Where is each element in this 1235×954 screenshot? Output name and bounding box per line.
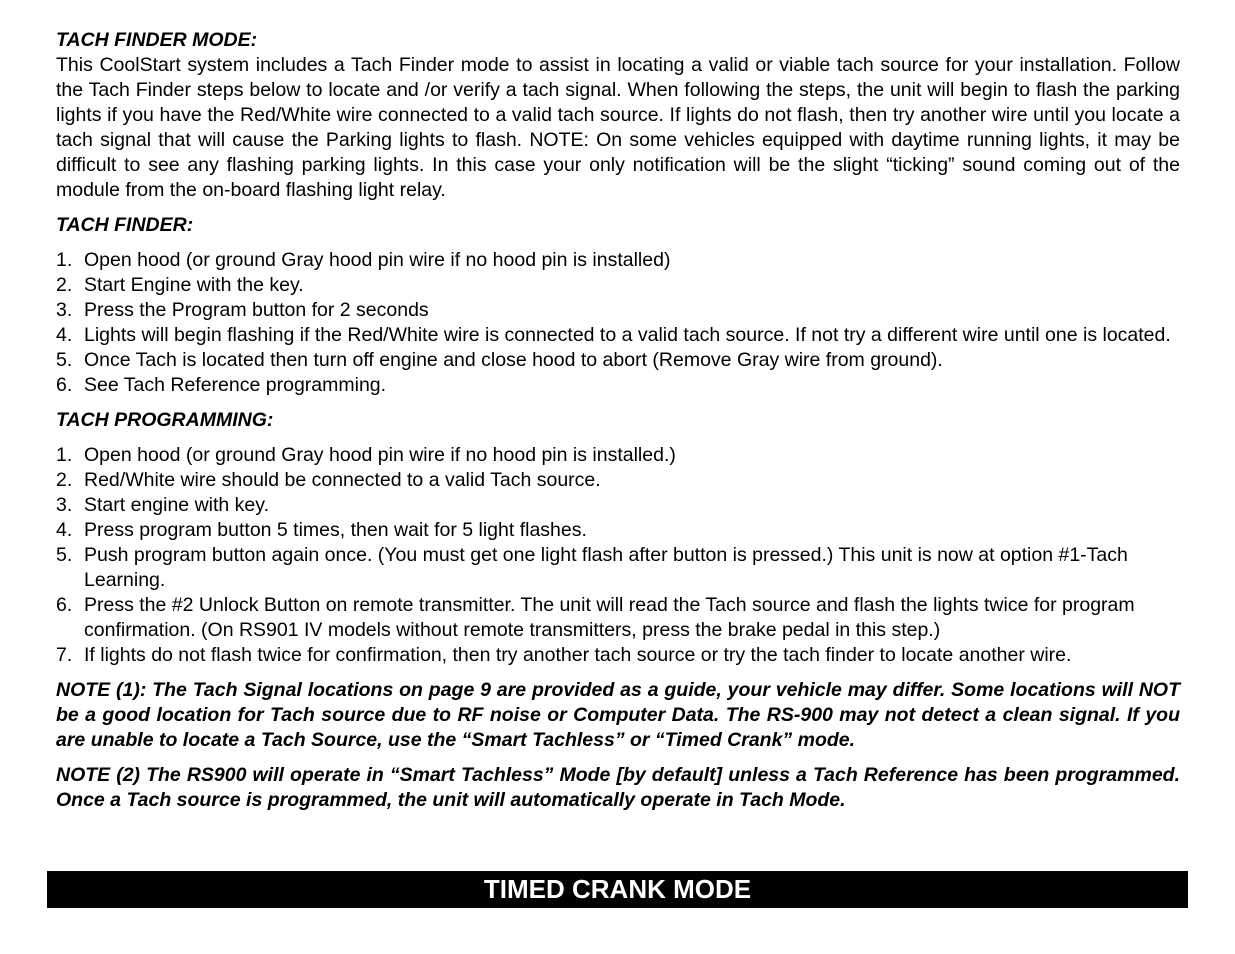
tach-finder-steps <box>56 248 1180 398</box>
note-2: NOTE (2) The RS900 will operate in “Smart Tachless” Mode [by default] unless a Tach Reference has been programmed. Once a Tach source is programmed, the unit will automatically operate in Tach Mode. <box>56 764 1180 811</box>
list-item: 2. Red/White wire should be connected to a valid Tach source. <box>56 469 601 491</box>
list-item: 5. Push program button again once. (You must get one light flash after button is pressed.) This unit is now at option #1-Tach Learning. <box>56 544 1128 591</box>
list-item: 6. See Tach Reference programming. <box>56 374 387 396</box>
list-item: 3. Press the Program button for 2 seconds <box>56 299 429 321</box>
list-item: 7. If lights do not flash twice for confirmation, then try another tach source or try the tach finder to locate another wire. <box>56 644 1072 666</box>
tach-finder-heading: TACH FINDER: <box>56 214 194 236</box>
list-item: 6. Press the #2 Unlock Button on remote transmitter. The unit will read the Tach source and flash the lights twice for program confirmation. (On RS901 IV models without remote transmitters, press the brake pedal in this step.) <box>56 594 1135 641</box>
tach-programming-heading: TACH PROGRAMMING: <box>56 409 274 431</box>
tach-finder-mode-heading: TACH FINDER MODE: <box>56 29 258 51</box>
list-item: 3. Start engine with key. <box>56 494 269 516</box>
list-item: 4. Press program button 5 times, then wait for 5 light flashes. <box>56 519 587 541</box>
list-item: 4. Lights will begin flashing if the Red/White wire is connected to a valid tach source. If not try a different wire until one is located. <box>56 324 1171 346</box>
manual-page <box>56 28 1180 813</box>
list-item: 1. Open hood (or ground Gray hood pin wire if no hood pin is installed.) <box>56 444 676 466</box>
tach-programming-steps <box>56 443 1180 668</box>
timed-crank-mode-banner: TIMED CRANK MODE <box>47 871 1188 908</box>
list-item: 1. Open hood (or ground Gray hood pin wire if no hood pin is installed) <box>56 249 671 271</box>
tach-finder-mode-paragraph: This CoolStart system includes a Tach Finder mode to assist in locating a valid or viable tach source for your installation. Follow the Tach Finder steps below to locate and /or verify a tach signal. When following the steps, the unit will begin to flash the parking lights if you have the Red/White wire connected to a valid tach source. If lights do not flash, then try another wire until you locate a tach signal that will cause the Parking lights to flash. NOTE: On some vehicles equipped with daytime running lights, it may be difficult to see any flashing parking lights. In this case your only notification will be the slight “ticking” sound coming out of the module from the on-board flashing light relay. <box>56 54 1180 201</box>
list-item: 5. Once Tach is located then turn off engine and close hood to abort (Remove Gray wire from ground). <box>56 349 943 371</box>
note-1: NOTE (1): The Tach Signal locations on page 9 are provided as a guide, your vehicle may differ. Some locations will NOT be a good location for Tach source due to RF noise or Computer Data. The RS-900 may not detect a clean signal. If you are unable to locate a Tach Source, use the “Smart Tachless” or “Timed Crank” mode. <box>56 679 1180 751</box>
list-item: 2. Start Engine with the key. <box>56 274 304 296</box>
